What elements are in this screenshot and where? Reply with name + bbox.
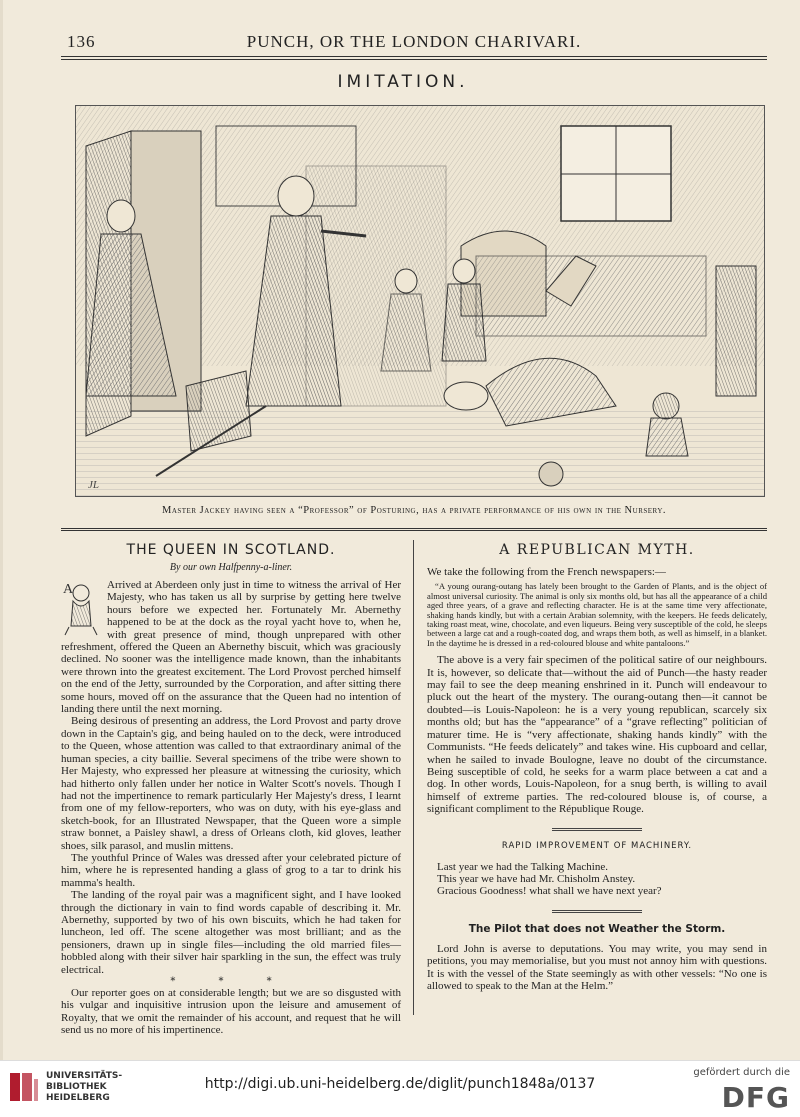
dfg-logo: DFG xyxy=(721,1081,790,1114)
machinery-line-1: Last year we had the Talking Machine. xyxy=(437,860,608,873)
nursery-scene-illustration xyxy=(76,106,765,497)
machinery-headline: RAPID IMPROVEMENT OF MACHINERY. xyxy=(501,840,693,851)
permalink-url[interactable]: http://digi.ub.uni-heidelberg.de/diglit/punch1848a/0137 xyxy=(204,1076,596,1092)
cartoon-caption: Master Jackey having seen a “Professor” of Posturing, has a private performance of his own in the Nursery. xyxy=(162,505,666,516)
section-rule xyxy=(552,828,642,831)
column-divider xyxy=(413,540,414,1015)
footer-bar xyxy=(0,1060,800,1117)
myth-body: The above is a very fair specimen of the political satire of our neighbours. It is, however, so delicate that—without the aid of Punch—the hasty reader may fail to see the deep meaning enshrined in it. Punch will endeavour to pluck out the heart of the mystery. The ourang-outang then—it cannot be doubted—is Louis-Napoleon: he is a very young republican, scarcely six months old; but has the “appearance” of a “grave reflecting” politician of maturer time. He is “very affectionate, shaking hands kindly” with the Communists. “He feeds delicately” and takes wine. His cupboard and cellar, when he sailed to invade Boulogne, leave no doubt of the circumstance. Being susceptible of cold, he seeks for a warm place between a cat and a dog. In other words, Louis-Napoleon, for a snug berth, is willing to avail himself of extreme parties. The red-coloured blouse is, of course, a significant compliment to the République Rouge. xyxy=(427,654,767,816)
queen-paragraph-1: Arrived at Aberdeen only just in time to witness the arrival of Her Majesty, who has taken us all by surprise by getting here twelve hours before we expected her. Fortunately Mr. Abernethy happened to be at the dock as the royal yacht hove to, when he, with great presence of mind, though unprepared with other refreshment, offered the Queen an Abernethy biscuit, which was graciously declined. No sooner was the intelligence made known, than the inhabitants were thrown into the greatest excitement. The Lord Provost perched himself on the end of the Jetty, surrounded by the Corporation, and after sitting there some hours, moved off on the assurance that the Queen had no intention of landing there until the next morning. xyxy=(61,579,401,716)
queen-paragraph-3: The youthful Prince of Wales was dressed after your celebrated picture of him, where he is represented handing a glass of grog to a tar to drink his mamma's health. xyxy=(61,851,401,889)
article-headline-queen: THE QUEEN IN SCOTLAND. xyxy=(126,542,336,558)
caption-rule xyxy=(61,528,767,531)
punch-figure-icon xyxy=(61,581,101,637)
library-name: UNIVERSITÄTS- BIBLIOTHEK HEIDELBERG xyxy=(46,1071,123,1103)
section-rule xyxy=(552,910,642,913)
funded-by-text: gefördert durch die xyxy=(693,1067,790,1078)
pilot-headline: The Pilot that does not Weather the Storm. xyxy=(468,922,726,935)
right-column xyxy=(427,542,767,992)
myth-intro: We take the following from the French newspapers:— xyxy=(427,566,666,578)
artist-signature: JL xyxy=(88,479,99,491)
machinery-line-2: This year we have had Mr. Chisholm Anstey. xyxy=(437,872,636,885)
journal-title: PUNCH, OR THE LONDON CHARIVARI. xyxy=(246,32,582,51)
myth-quote: “A young ourang-outang has lately been brought to the Garden of Plants, and is the object of almost universal curiosity. The animal is only six months old, but has all the appearance of a child aged three years, of a grave and reflecting character. He is at the same time very affectionate, shaking hands kindly, but with a certain Arabian solemnity, with the keepers. He feeds delicately, taking roast meat, wine, chocolate, and even liqueurs. Being very susceptible of the cold, he sleeps between a large cat and a rough-coated dog, and wraps them both, as well as himself, in a blanket. In the daytime he is dressed in a red-coloured blouse and white pantaloons.” xyxy=(427,581,767,648)
queen-paragraph-5: Our reporter goes on at considerable length; but we are so disgusted with his vulgar and inquisitive intrusion upon the leisure and amusement of Royalty, that we omit the remainder of his account, and request that he will send us no more of his impertinence. xyxy=(61,987,401,1037)
article-headline-myth: A REPUBLICAN MYTH. xyxy=(499,542,695,558)
page-number: 136 xyxy=(67,32,96,51)
queen-paragraph-4: The landing of the royal pair was a magnificent sight, and I have looked through the dictionary in vain to find words capable of describing it. Mr. Abernethy, supported by two of his own biscuits, which he had taken for luncheon, led off. The scene altogether was most brilliant; and as the pensioners, drawn up in single files—including the old married files—hobbled along with their silver hair sparkling in the sun, the effect was truly electrical. xyxy=(61,889,401,976)
cartoon-engraving xyxy=(75,105,765,497)
svg-text:A: A xyxy=(63,582,74,597)
cartoon-title: IMITATION. xyxy=(337,72,469,92)
dropcap-illustration xyxy=(61,581,101,637)
pilot-body: Lord John is averse to deputations. You may write, you may send in petitions, you may memorialise, but you must not annoy him with questions. It is with the vessel of the State seemingly as with other vessels: “No one is allowed to speak to the Man at the Helm.” xyxy=(427,942,767,992)
running-head xyxy=(61,30,767,52)
left-column xyxy=(61,542,401,1037)
article-byline: By our own Halfpenny-a-liner. xyxy=(169,562,293,573)
machinery-line-3: Gracious Goodness! what shall we have next year? xyxy=(437,885,662,898)
section-stars: * * * xyxy=(170,976,292,987)
header-rule xyxy=(61,56,767,60)
queen-paragraph-2: Being desirous of presenting an address, the Lord Provost and party drove down in the Captain's gig, and being hauled on to the deck, were introduced to the Queen, whose attention was called to that extraordinary animal of the human species, a city baillie. Several specimens of the tribe were shown to Her Majesty, who expressed her pleasure at witnessing the curiosity, which had hitherto only fallen under her notice in Walter Scott's novels. Though I had not the impertinence to remark particularly Her Majesty's dress, I learnt from one of my fellow-reporters, who was on duty, with his eye-glass and sketch-book, for an Illustrated Newspaper, that the Queen wore a simple straw bonnet, a Paisley shawl, a dress of Orleans cloth, kid gloves, leather shoes, silk parasol, and muslin mittens. xyxy=(61,715,401,852)
